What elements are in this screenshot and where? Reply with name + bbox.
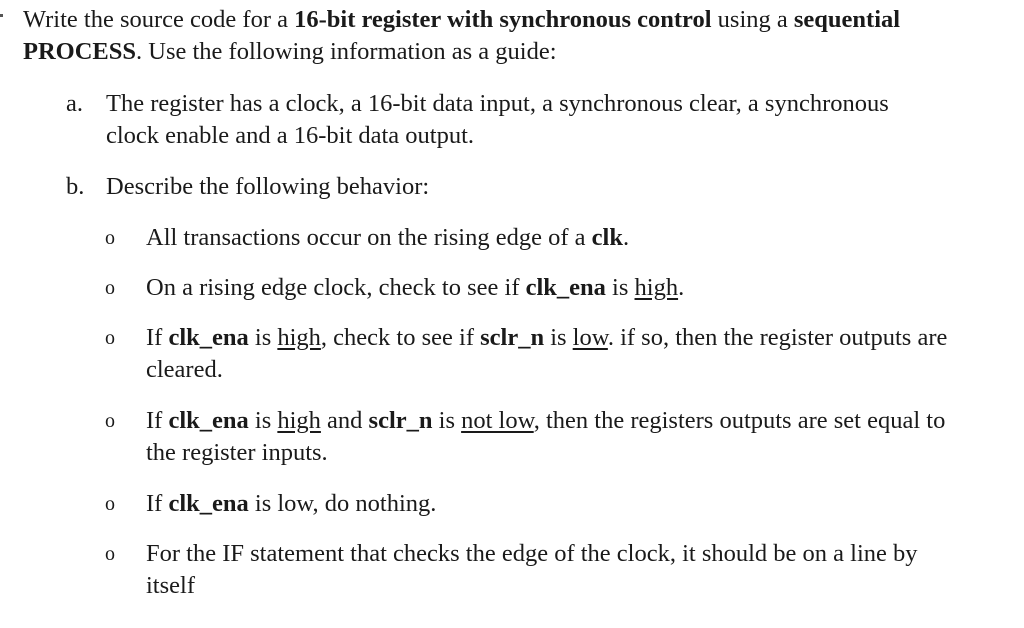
text-run: , check to see if	[320, 324, 481, 351]
signal-sclr-n: sclr_n	[368, 407, 433, 434]
signal-clk-ena: clk_ena	[168, 407, 249, 434]
text-run: On a rising edge clock, check to see if	[146, 274, 526, 301]
bullet-text	[146, 222, 966, 254]
bullet-text	[146, 322, 966, 386]
underlined-high: high	[634, 274, 679, 301]
signal-clk: clk	[591, 224, 623, 251]
intro-text-3: . Use the following information as a guide:	[136, 38, 557, 65]
bullet-text	[146, 488, 966, 520]
part-b-text: Describe the following behavior:	[106, 173, 430, 200]
intro-bold-register: 16-bit register with synchronous control	[294, 6, 712, 33]
text-run: is	[605, 274, 635, 301]
intro-bold-process: sequential PROCESS	[23, 6, 901, 65]
intro-text-2: using a	[711, 6, 794, 33]
underlined-high: high	[277, 407, 321, 434]
intro-text-1: Write the source code for a	[23, 6, 295, 33]
signal-sclr-n: sclr_n	[480, 324, 545, 351]
underlined-low: low	[572, 324, 608, 351]
signal-clk-ena: clk_ena	[168, 490, 249, 517]
text-run: .	[622, 224, 630, 251]
text-run: All transactions occur on the rising edge of a	[146, 224, 592, 251]
text-run: If	[146, 407, 169, 434]
signal-clk-ena: clk_ena	[525, 274, 606, 301]
text-run: If	[146, 324, 169, 351]
part-a-letter: a.	[66, 90, 83, 117]
underlined-high: high	[277, 324, 321, 351]
part-a-text: The register has a clock, a 16-bit data input, a synchronous clear, a synchronous clock enable and a 16-bit data output.	[106, 90, 889, 149]
underlined-not-low: not low	[461, 407, 534, 434]
text-run: is	[248, 324, 278, 351]
bullet-marker: o	[105, 493, 115, 515]
text-run: is	[248, 407, 278, 434]
bullet-marker: o	[105, 410, 115, 432]
intro-paragraph	[23, 4, 1003, 68]
signal-clk-ena: clk_ena	[168, 324, 249, 351]
part-b-letter: b.	[66, 173, 85, 200]
text-run: , then the registers outputs are set equal to the register inputs.	[146, 407, 946, 466]
margin-mark	[0, 14, 3, 17]
bullet-marker: o	[105, 227, 115, 249]
bullet-marker: o	[105, 543, 115, 565]
text-run: If	[146, 490, 169, 517]
bullet-text	[146, 272, 966, 304]
text-run: and	[320, 407, 369, 434]
bullet-text	[146, 405, 966, 469]
text-run: is low, do nothing.	[248, 490, 437, 517]
bullet-text: For the IF statement that checks the edge of the clock, it should be on a line by itself	[146, 540, 918, 599]
bullet-marker: o	[105, 277, 115, 299]
text-run: is	[432, 407, 462, 434]
text-run: is	[544, 324, 573, 351]
bullet-marker: o	[105, 327, 115, 349]
text-run: . if so, then the register outputs are cleared.	[146, 324, 948, 383]
text-run: .	[678, 274, 685, 301]
